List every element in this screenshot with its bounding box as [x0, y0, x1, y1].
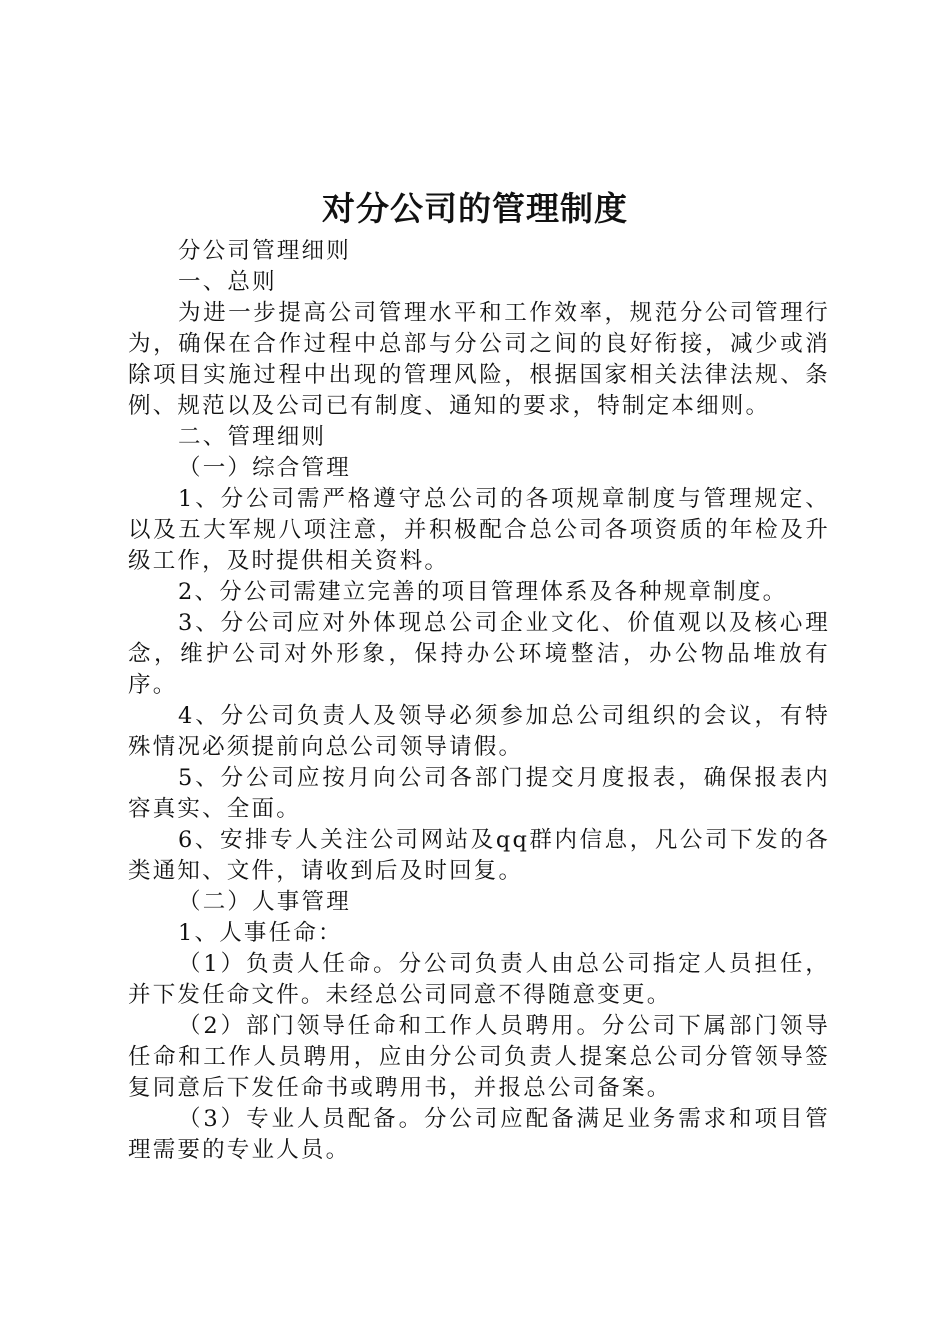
section-heading-rules: 二、管理细则 [178, 424, 327, 450]
personnel-item-1: 1、人事任命： [178, 920, 343, 946]
subtitle-paragraph: 分公司管理细则 [178, 238, 351, 264]
subsection-heading-personnel: （二）人事管理 [178, 889, 351, 915]
rule-item-5: 5、分公司应按月向公司各部门提交月度报表，确保报表内容真实、全面。 [128, 765, 830, 822]
rule-item-2: 2、分公司需建立完善的项目管理体系及各种规章制度。 [178, 579, 788, 605]
rule-item-1: 1、分公司需严格遵守总公司的各项规章制度与管理规定、以及五大军规八项注意，并积极配合总公司各项资质的年检及升级工作，及时提供相关资料。 [128, 486, 830, 574]
personnel-subitem-2: （2）部门领导任命和工作人员聘用。分公司下属部门领导任命和工作人员聘用，应由分公司负责人提案总公司分管领导签复同意后下发任命书或聘用书，并报总公司备案。 [128, 1013, 830, 1101]
personnel-subitem-3: （3）专业人员配备。分公司应配备满足业务需求和项目管理需要的专业人员。 [128, 1106, 830, 1163]
section-heading-general: 一、总则 [178, 269, 277, 295]
subsection-heading-general-management: （一）综合管理 [178, 455, 351, 481]
rule-item-4: 4、分公司负责人及领导必须参加总公司组织的会议，有特殊情况必须提前向总公司领导请假。 [128, 703, 830, 760]
paragraph-purpose: 为进一步提高公司管理水平和工作效率，规范分公司管理行为，确保在合作过程中总部与分公司之间的良好衔接，减少或消除项目实施过程中出现的管理风险，根据国家相关法律法规、条例、规范以及公司已有制度、通知的要求，特制定本细则。 [128, 300, 830, 419]
personnel-subitem-1: （1）负责人任命。分公司负责人由总公司指定人员担任，并下发任命文件。未经总公司同意不得随意变更。 [128, 951, 830, 1008]
document-body [128, 236, 830, 1166]
rule-item-3: 3、分公司应对外体现总公司企业文化、价值观以及核心理念，维护公司对外形象，保持办公环境整洁，办公物品堆放有序。 [128, 610, 830, 698]
rule-item-6: 6、安排专人关注公司网站及qq群内信息，凡公司下发的各类通知、文件，请收到后及时回复。 [128, 827, 830, 884]
document-title: 对分公司的管理制度 [322, 189, 628, 228]
